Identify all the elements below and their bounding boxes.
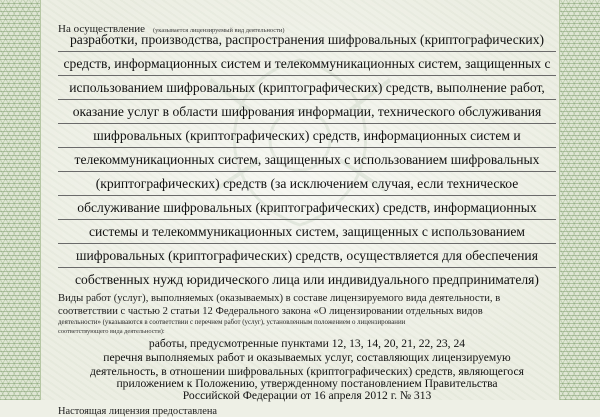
activity-line: шифровальных (криптографических) средств, осуществляется для обеспечения <box>76 248 538 263</box>
issued-label: Настоящая лицензия предоставлена <box>58 406 218 417</box>
works-intro: соответствии с частью 2 статьи 12 Федерального закона «О лицензировании отдельных видов <box>58 306 483 317</box>
works-line: приложением к Положению, утвержденному постановлением Правительства <box>116 377 498 390</box>
activity-line: использованием шифровальных (криптографических) средств, выполнение работ, <box>69 80 545 95</box>
activity-line: средств, информационных систем и телекоммуникационных систем, защищенных с <box>63 56 551 71</box>
works-intro: Виды работ (услуг), выполняемых (оказываемых) в составе лицензируемого вида деятельности, в <box>58 293 501 304</box>
activity-note: (указывается лицензируемый вид деятельности) <box>152 27 285 34</box>
activity-line: оказание услуг в области шифрования информации, технического обслуживания <box>72 104 542 119</box>
works-line: деятельность, в отношении шифровальных (криптографических) средств, являющегося <box>90 365 524 378</box>
works-line: перечня выполняемых работ и оказываемых услуг, составляющих лицензируемую <box>103 351 511 364</box>
works-intro: деятельности» (указываются в соответствии с перечнем работ (услуг), установленным положением о лицензировании <box>58 319 406 326</box>
works-line: работы, предусмотренные пунктами 12, 13, 14, 20, 21, 22, 23, 24 <box>148 337 466 350</box>
activity-line: телекоммуникационных систем, защищенных с использованием шифровальных <box>74 152 540 167</box>
activity-line: системы и телекоммуникационных систем, защищенных с использованием <box>89 224 525 239</box>
ornament-border-right <box>559 0 600 400</box>
activity-line: (криптографических) средств (за исключением случая, если техническое <box>95 176 519 191</box>
activity-label: На осуществление <box>58 23 145 35</box>
works-intro-note: соответствующего вида деятельности): <box>58 328 165 335</box>
activity-line: разработки, производства, распространения шифровальных (криптографических) <box>69 32 545 47</box>
activity-line: обслуживание шифровальных (криптографических) средств, информационных <box>77 200 537 215</box>
ornament-border-left <box>0 0 41 400</box>
works-line: Российской Федерации от 16 апреля 2012 г. № 313 <box>182 389 432 402</box>
activity-line: собственных нужд юридического лица или индивидуального предпринимателя) <box>75 272 539 287</box>
activity-line: шифровальных (криптографических) средств, информационных систем и <box>93 128 521 143</box>
